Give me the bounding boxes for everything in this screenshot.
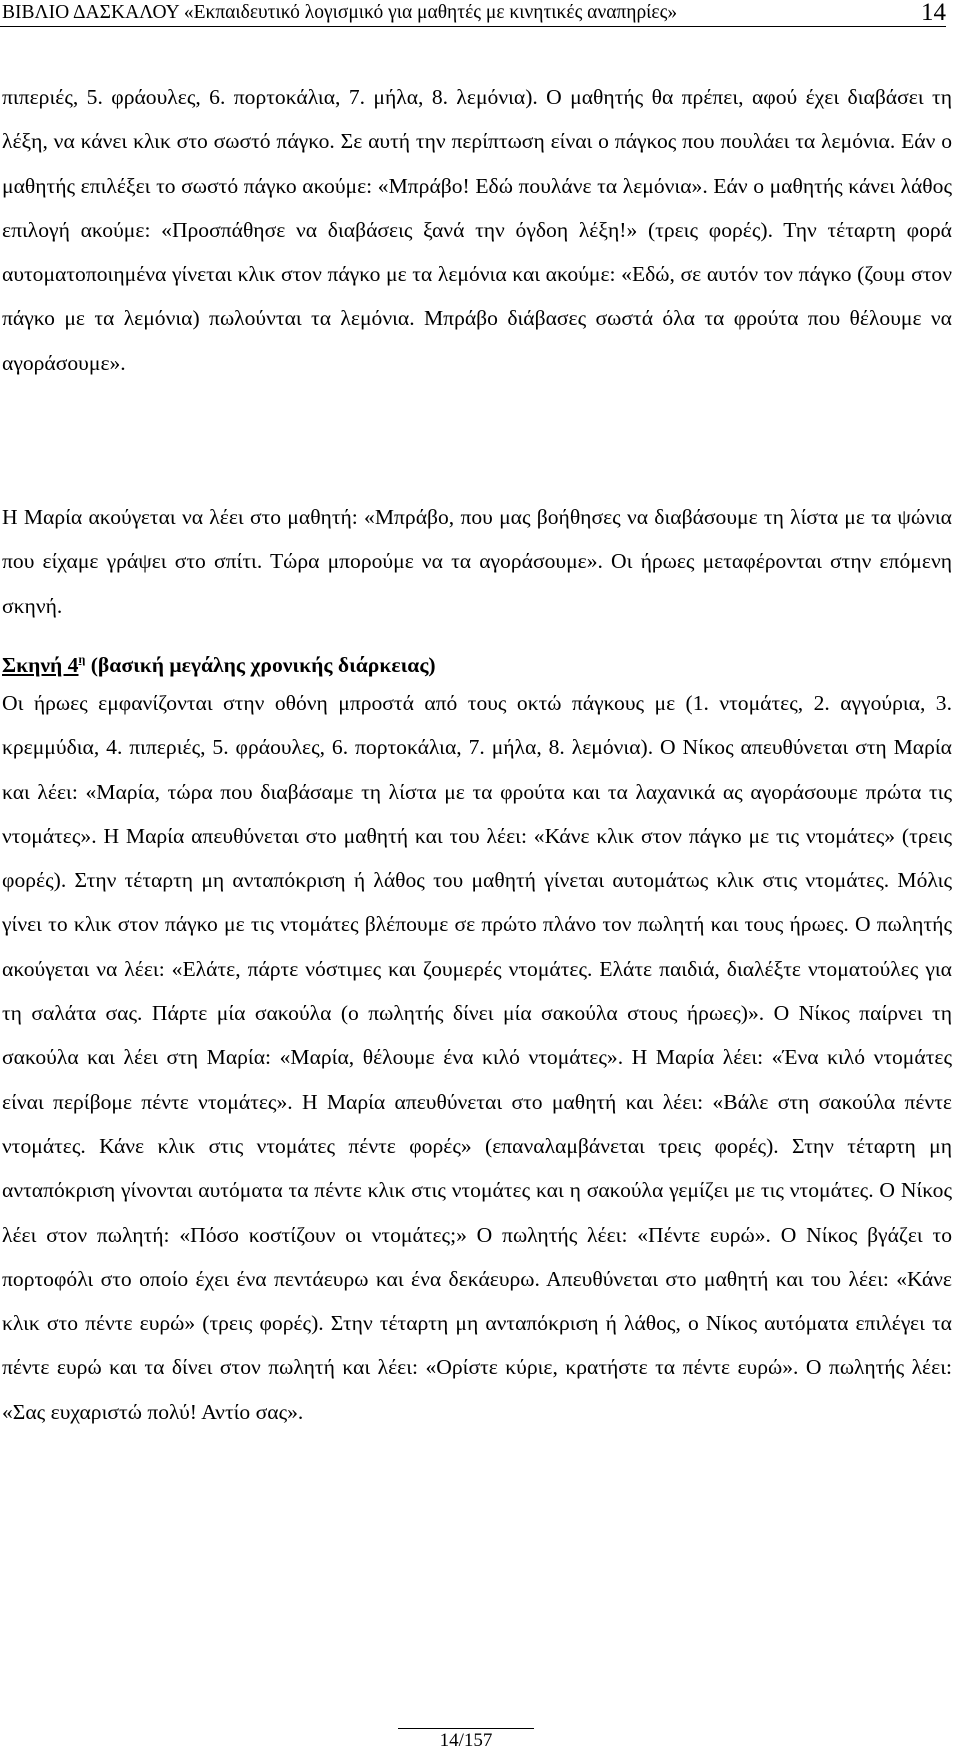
header-title: ΒΙΒΛΙΟ ΔΑΣΚΑΛΟΥ «Εκπαιδευτικό λογισμικό για μαθητές με κινητικές αναπηρίες» [2, 2, 678, 23]
scene-4-subtitle: (βασική μεγάλης χρονικής διάρκειας) [90, 653, 436, 677]
page-header [0, 0, 946, 27]
paragraph-transition: Η Μαρία ακούγεται να λέει στο μαθητή: «Μπράβο, που μας βοήθησες να διαβάσουμε τη λίστα με τα ψώνια που είχαμε γράψει στο σπίτι. Τώρα μπορούμε να τα αγοράσουμε». Οι ήρωες μεταφέρονται στην επόμενη σκηνή. [2, 505, 952, 618]
footer-page-label: 14/157 [439, 1730, 493, 1751]
scene-4-heading [2, 643, 436, 681]
paragraph-scene-4: Οι ήρωες εμφανίζονται στην οθόνη μπροστά από τους οκτώ πάγκους με (1. ντομάτες, 2. αγγούρια, 3. κρεμμύδια, 4. πιπεριές, 5. φράουλες, 6. πορτοκάλια, 7. μήλα, 8. λεμόνια). Ο Νίκος απευθύνεται στη Μαρία και λέει: «Μαρία, τώρα που διαβάσαμε τη λίστα με τα φρούτα και τα λαχανικά ας αγοράσουμε πρώτα τις ντομάτες». Η Μαρία απευθύνεται στο μαθητή και του λέει: «Κάνε κλικ στον πάγκο με τις ντομάτες» (τρεις φορές). Στην τέταρτη μη ανταπόκριση ή λάθος του μαθητή γίνεται αυτομάτως κλικ στις ντομάτες. Μόλις γίνει το κλικ στον πάγκο με τις ντομάτες βλέπουμε σε πρώτο πλάνο τον πωλητή και τους ήρωες. Ο πωλητής ακούγεται να λέει: «Ελάτε, πάρτε νόστιμες και ζουμερές ντομάτες. Ελάτε παιδιά, διαλέξτε ντοματούλες για τη σαλάτα σας. Πάρτε μία σακούλα (ο πωλητής δίνει μία σακούλα στους ήρωες)». Ο Νίκος παίρνει τη σακούλα και λέει στη Μαρία: «Μαρία, θέλουμε ένα κιλό ντομάτες». Η Μαρία λέει: «Ένα κιλό ντομάτες είναι περίβομε πέντε ντομάτες». Η Μαρία απευθύνεται στο μαθητή και λέει: «Βάλε στη σακούλα πέντε ντομάτες. Κάνε κλικ στις ντομάτες πέντε φορές» (επαναλαμβάνεται τρεις φορές). Στην τέταρτη μη ανταπόκριση γίνονται αυτόματα τα πέντε κλικ στις ντομάτες και η σακούλα γεμίζει με τις ντομάτες. Ο Νίκος λέει στον πωλητή: «Πόσο κοστίζουν οι ντομάτες;» Ο πωλητής λέει: «Πέντε ευρώ». Ο Νίκος βγάζει το πορτοφόλι στο οποίο έχει ένα πεντάευρω και ένα δεκάευρω. Απευθύνεται στο μαθητή και του λέει: «Κάνε κλικ στο πέντε ευρώ» (τρεις φορές). Στην τέταρτη μη ανταπόκριση ή λάθος, ο Νίκος αυτόματα επιλέγει τα πέντε ευρώ και τα δίνει στον πωλητή και λέει: «Ορίστε κύριε, κρατήστε τα πέντε ευρώ». Ο πωλητής λέει: «Σας ευχαριστώ πολύ! Αντίο σας». [2, 691, 952, 1424]
paragraph-scene-3-ending: πιπεριές, 5. φράουλες, 6. πορτοκάλια, 7. μήλα, 8. λεμόνια). Ο μαθητής θα πρέπει, αφού έχει διαβάσει τη λέξη, να κάνει κλικ στο σωστό πάγκο. Σε αυτή την περίπτωση είναι ο πάγκος που πουλάει τα λεμόνια. Εάν ο μαθητής επιλέξει το σωστό πάγκο ακούμε: «Μπράβο! Εδώ πουλάνε τα λεμόνια». Εάν ο μαθητής κάνει λάθος επιλογή ακούμε: «Προσπάθησε να διαβάσεις ξανά την όγδοη λέξη!» (τρεις φορές). Την τέταρτη φορά αυτοματοποιημένα γίνεται κλικ στον πάγκο με τα λεμόνια και ακούμε: «Εδώ, σε αυτόν τον πάγκο (ζουμ στον πάγκο με τα λεμόνια) πωλούνται τα λεμόνια. Μπράβο διάβασες σωστά όλα τα φρούτα που θέλουμε να αγοράσουμε». [2, 85, 952, 375]
header-page-number: 14 [921, 0, 946, 26]
scene-4-title: Σκηνή 4 [2, 653, 79, 677]
footer-divider [398, 1728, 534, 1729]
scene-4-ordinal-suffix: η [78, 652, 86, 666]
